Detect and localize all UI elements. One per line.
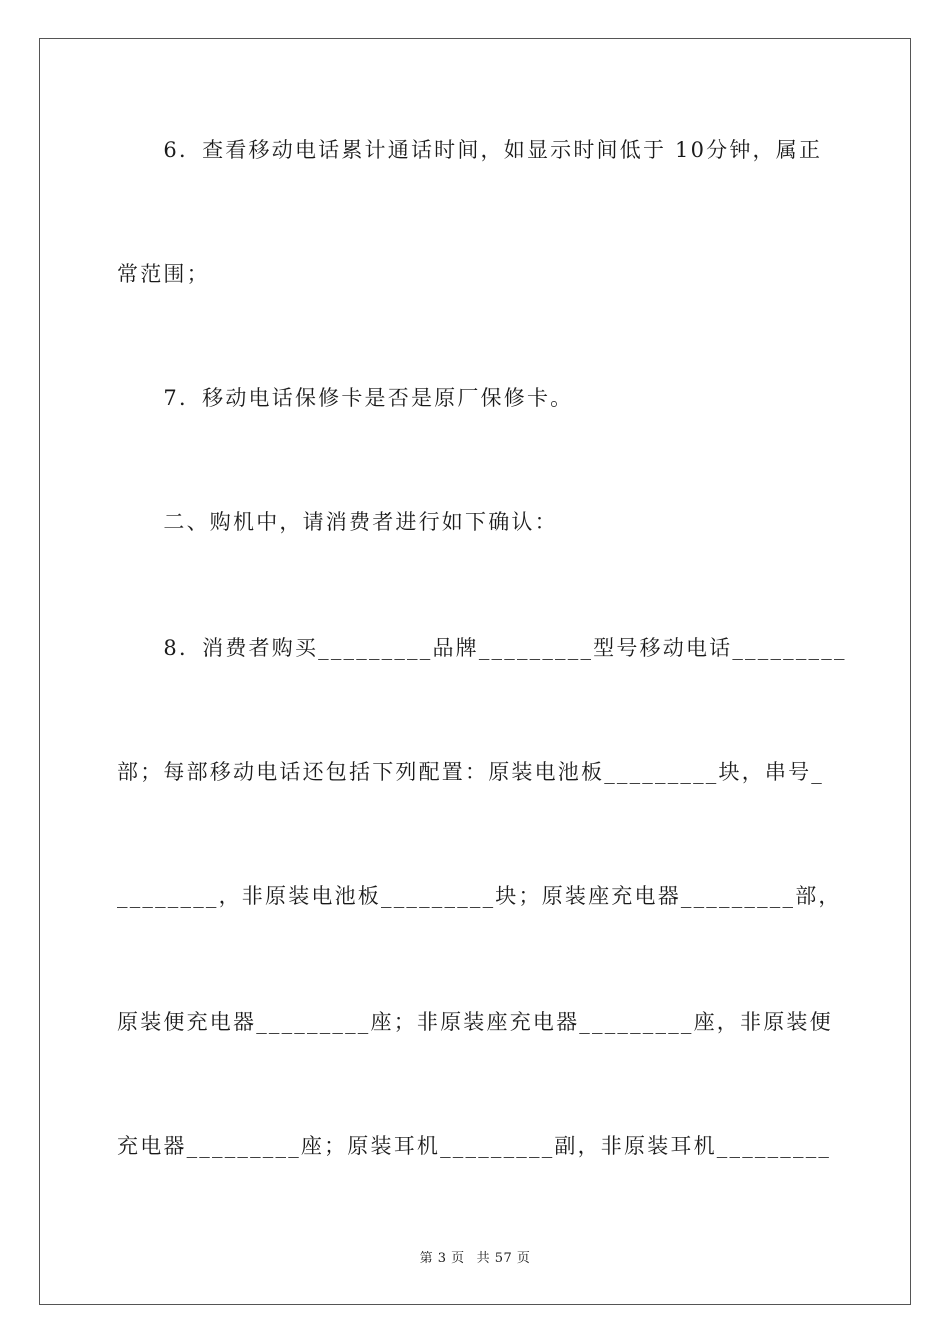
page-number: 第 3 页 <box>419 1251 465 1266</box>
text-line-6: 部；每部移动电话还包括下列配置：原装电池板_________块，串号_ <box>117 760 824 784</box>
text-line-7: ________，非原装电池板_________块；原装座充电器_________部， <box>117 884 842 908</box>
page-border <box>39 38 911 1305</box>
text-line-1: 6．查看移动电话累计通话时间，如显示时间低于 10分钟，属正 <box>117 138 823 162</box>
page-footer <box>0 1247 950 1266</box>
text-line-4: 二、购机中，请消费者进行如下确认： <box>117 510 558 534</box>
text-line-9: 充电器_________座；原装耳机_________副，非原装耳机_________ <box>117 1134 832 1158</box>
text-line-2: 常范围； <box>117 262 210 286</box>
text-line-5: 8．消费者购买_________品牌_________型号移动电话_________ <box>117 636 847 660</box>
text-line-8: 原装便充电器_________座；非原装座充电器_________座，非原装便 <box>117 1010 833 1034</box>
page-total: 共 57 页 <box>476 1251 531 1266</box>
text-line-3: 7．移动电话保修卡是否是原厂保修卡。 <box>117 386 574 410</box>
